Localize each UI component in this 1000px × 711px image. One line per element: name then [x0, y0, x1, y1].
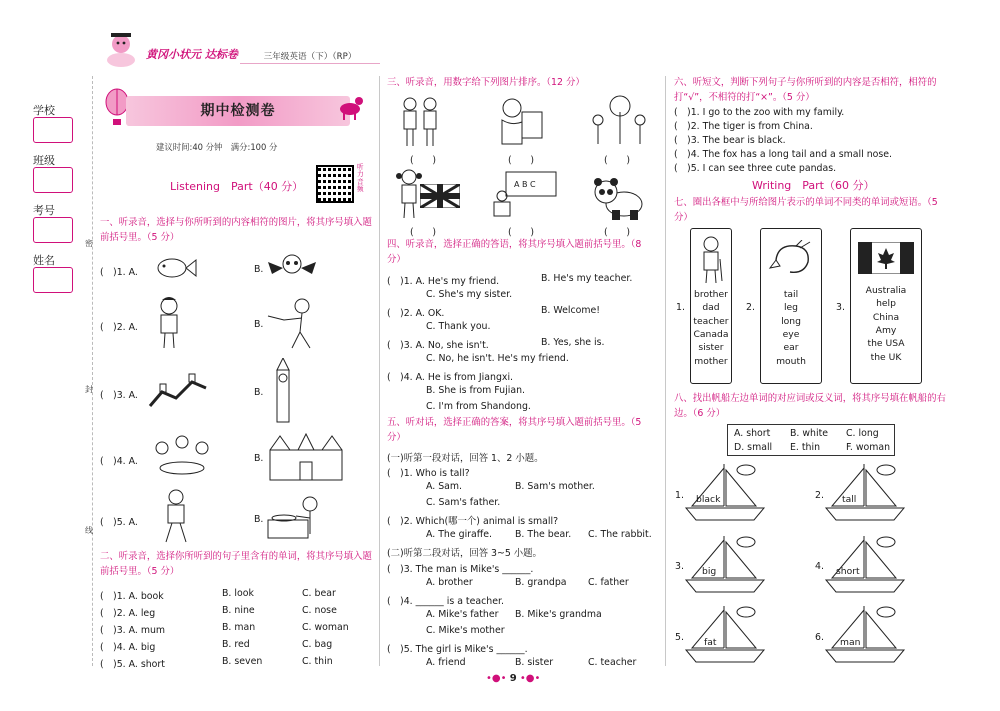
- page-title: 期中检测卷: [126, 96, 350, 126]
- s3-bracket-1: ( ): [410, 155, 437, 166]
- qr-code[interactable]: [316, 165, 354, 203]
- logo-text: 黄冈小状元 达标卷: [146, 48, 238, 61]
- s7-box-2: [760, 228, 822, 384]
- s2-r5-a: ( )5. A. short: [100, 659, 165, 670]
- family-dinner-icon: [150, 432, 214, 482]
- page-dots-left: •●•: [486, 673, 510, 684]
- s5-q2-b: B. The bear.: [515, 529, 572, 540]
- s5-q2-c: C. The rabbit.: [588, 529, 652, 540]
- boy-walking-icon: [158, 488, 194, 546]
- s1-q1-b: B.: [254, 264, 264, 275]
- class-field[interactable]: [33, 167, 73, 193]
- s4-q1-c: C. She's my sister.: [426, 289, 513, 300]
- s2-r2-a: ( )2. A. leg: [100, 608, 156, 619]
- s2-r2-b: B. nine: [222, 605, 255, 616]
- s1-q3-num: ( )3. A.: [100, 390, 138, 401]
- name-field[interactable]: [33, 267, 73, 293]
- seal-char-feng: 封: [85, 385, 93, 394]
- s7-box-1-word[interactable]: mother: [694, 355, 728, 367]
- s7-box-2-word[interactable]: long: [781, 315, 801, 327]
- s4-q2-a: ( )2. A. OK.: [387, 308, 445, 319]
- sailboat-icon: [680, 604, 770, 664]
- s5-q3: ( )3. The man is Mike's ______.: [387, 564, 534, 575]
- s4-q2-c: C. Thank you.: [426, 321, 491, 332]
- blackboard-icon: [492, 170, 558, 218]
- s7-box-3: [850, 228, 922, 384]
- s7-box-3-word[interactable]: help: [876, 298, 896, 310]
- canada-flag-icon: [851, 232, 921, 284]
- s7-box-2-word[interactable]: mouth: [776, 355, 806, 367]
- margin-divider: [92, 76, 93, 666]
- grandpa-icon: [691, 232, 731, 288]
- page-number: [486, 673, 540, 684]
- boat-6-word: man: [840, 637, 861, 648]
- s5-q2-a: A. The giraffe.: [426, 529, 492, 540]
- girl-cooking-icon: [264, 494, 330, 542]
- s5-q5-c: C. teacher: [588, 657, 637, 668]
- section-8-heading: 八、找出帆船左边单词的对应词或反义词，将其序号填在帆船的右边。（6 分）: [674, 393, 946, 419]
- section-3-heading: 三、听录音，用数字给下列图片排序。（12 分）: [387, 77, 585, 88]
- two-kids-icon: [396, 96, 444, 148]
- s6-q3: ( )3. The bear is black.: [674, 135, 786, 146]
- boat-5-num: 5.: [675, 632, 684, 643]
- s5-q5-b: B. sister: [515, 657, 554, 668]
- s3-bracket-3: ( ): [604, 155, 631, 166]
- s7-box-3-word[interactable]: the UK: [870, 351, 902, 363]
- fencer-icon: [264, 296, 324, 352]
- s8-opt-b: B. white: [790, 428, 829, 439]
- s5-q1-c: C. Sam's father.: [426, 497, 501, 508]
- boat-4-word: short: [836, 566, 860, 577]
- writing-part-title: Writing Part（60 分）: [752, 179, 875, 192]
- column-divider-1: [379, 76, 380, 666]
- s7-box-3-word[interactable]: Amy: [875, 325, 897, 337]
- s2-r1-b: B. look: [222, 588, 254, 599]
- page-dots-right: •●•: [516, 673, 541, 684]
- s2-r3-c: C. woman: [302, 622, 349, 633]
- exam-meta: 建议时间:40 分钟 满分:100 分: [156, 142, 278, 152]
- sailboat-icon: [680, 534, 770, 594]
- kids-planting-tree-icon: [586, 92, 652, 150]
- s1-q5-num: ( )5. A.: [100, 517, 138, 528]
- s2-r4-b: B. red: [222, 639, 250, 650]
- logo-mascot-icon: [98, 30, 144, 71]
- listening-part-title: Listening Part（40 分）: [170, 180, 304, 193]
- school-label: 学校: [33, 104, 55, 117]
- section-5-heading: 五、听对话，选择正确的答案，将其序号填入题前括号里。（5 分）: [387, 417, 642, 443]
- boat-2-word: tall: [842, 494, 857, 505]
- teacher-reading-icon: [492, 96, 548, 148]
- s5-q1: ( )1. Who is tall?: [387, 468, 470, 479]
- s8-opt-d: D. small: [734, 442, 773, 453]
- s6-q4: ( )4. The fox has a long tail and a small nose.: [674, 149, 893, 160]
- class-label: 班级: [33, 154, 55, 167]
- s5-q4-a: A. Mike's father: [426, 609, 499, 620]
- s7-box-1: [690, 228, 732, 384]
- s7-num-1: 1.: [676, 302, 685, 313]
- s2-r4-a: ( )4. A. big: [100, 642, 156, 653]
- s7-num-2: 2.: [746, 302, 755, 313]
- s5-sub2: (二)听第二段对话，回答 3~5 小题。: [387, 548, 542, 559]
- s8-opt-f: F. woman: [846, 442, 891, 453]
- s5-q3-c: C. father: [588, 577, 629, 588]
- s7-box-1-word[interactable]: Canada: [693, 329, 729, 341]
- s1-q5-b: B.: [254, 514, 264, 525]
- s2-r5-b: B. seven: [222, 656, 263, 667]
- sailboat-icon: [820, 462, 910, 522]
- s5-q4-b: B. Mike's grandma: [515, 609, 602, 620]
- s6-q1: ( )1. I go to the zoo with my family.: [674, 107, 845, 118]
- s5-q4-c: C. Mike's mother: [426, 625, 505, 636]
- s7-box-3-word[interactable]: the USA: [867, 338, 905, 350]
- school-field[interactable]: [33, 117, 73, 143]
- subject-label: 三年级英语（下）（RP）: [240, 50, 380, 64]
- s1-q2-num: ( )2. A.: [100, 322, 138, 333]
- s8-opt-a: A. short: [734, 428, 771, 439]
- s1-q4-b: B.: [254, 453, 264, 464]
- pony-icon: [335, 92, 365, 125]
- s5-sub1: (一)听第一段对话，回答 1、2 小题。: [387, 453, 544, 464]
- s4-q1-b: B. He's my teacher.: [541, 273, 633, 284]
- boat-1-word: black: [696, 494, 721, 505]
- s7-num-3: 3.: [836, 302, 845, 313]
- s5-q2: ( )2. Which(哪一个) animal is small?: [387, 516, 559, 527]
- s5-q1-b: B. Sam's mother.: [515, 481, 595, 492]
- s6-q5: ( )5. I can see three cute pandas.: [674, 163, 837, 174]
- s4-q4-c: C. I'm from Shandong.: [426, 401, 531, 412]
- s4-q2-b: B. Welcome!: [541, 305, 601, 316]
- s2-r3-b: B. man: [222, 622, 256, 633]
- seal-char-xian: 线: [85, 526, 93, 535]
- sailboat-icon: [680, 462, 770, 522]
- s2-r4-c: C. bag: [302, 639, 333, 650]
- s4-q4-a: ( )4. A. He is from Jiangxi.: [387, 372, 514, 383]
- s8-options-box: [727, 424, 895, 456]
- boat-1-num: 1.: [675, 490, 684, 501]
- s7-box-2-word[interactable]: eye: [782, 329, 800, 341]
- boat-2-num: 2.: [815, 490, 824, 501]
- s7-box-3-word[interactable]: China: [872, 311, 900, 323]
- page-number-value: 9: [509, 673, 517, 684]
- section-4-heading: 四、听录音，选择正确的答语，将其序号填入题前括号里。（8 分）: [387, 239, 642, 265]
- boat-4-num: 4.: [815, 561, 824, 572]
- s2-r1-a: ( )1. A. book: [100, 591, 164, 602]
- s1-q3-b: B.: [254, 387, 264, 398]
- s8-opt-e: E. thin: [790, 442, 821, 453]
- s7-box-2-word[interactable]: ear: [783, 342, 799, 354]
- s1-q1-num: ( )1. A.: [100, 267, 138, 278]
- uk-flag-icon: [420, 184, 460, 208]
- section-1-heading: 一、听录音，选择与你所听到的内容相符的图片，将其序号填入题前括号里。（5 分）: [100, 217, 372, 243]
- s2-r1-c: C. bear: [302, 588, 336, 599]
- s5-q5: ( )5. The girl is Mike's ______.: [387, 644, 528, 655]
- s4-q3-c: C. No, he isn't. He's my friend.: [426, 353, 569, 364]
- boat-6-num: 6.: [815, 632, 824, 643]
- s5-q3-b: B. grandpa: [515, 577, 567, 588]
- seal-char-mi: 密: [85, 239, 93, 248]
- sailboat-icon: [820, 604, 910, 664]
- s3-bracket-4: ( ): [410, 227, 437, 238]
- s7-box-1-word[interactable]: sister: [698, 342, 724, 354]
- s2-r2-c: C. nose: [302, 605, 337, 616]
- s7-box-2-word[interactable]: leg: [783, 302, 799, 314]
- s5-q3-a: A. brother: [426, 577, 473, 588]
- column-divider-2: [665, 76, 666, 666]
- s3-bracket-6: ( ): [604, 227, 631, 238]
- s1-q2-b: B.: [254, 319, 264, 330]
- section-2-heading: 二、听录音，选择你所听到的句子里含有的单词，将其序号填入题前括号里。（5 分）: [100, 551, 372, 577]
- s2-r5-c: C. thin: [302, 656, 333, 667]
- goldfish-icon: [152, 252, 198, 284]
- panda-icon: [590, 176, 652, 222]
- boat-3-word: big: [702, 566, 717, 577]
- exam-number-field[interactable]: [33, 217, 73, 243]
- s6-q2: ( )2. The tiger is from China.: [674, 121, 813, 132]
- s4-q4-b: B. She is from Fujian.: [426, 385, 525, 396]
- s7-box-1-word[interactable]: teacher: [693, 315, 729, 327]
- name-label: 姓名: [33, 254, 55, 267]
- s4-q3-a: ( )3. A. No, she isn't.: [387, 340, 489, 351]
- s8-opt-c: C. long: [846, 428, 879, 439]
- exam-number-label: 考号: [33, 204, 55, 217]
- great-wall-icon: [148, 368, 208, 412]
- s7-box-3-word[interactable]: Australia: [865, 285, 907, 296]
- s5-q5-a: A. friend: [426, 657, 466, 668]
- shrimp-icon: [761, 232, 821, 288]
- castle-icon: [264, 432, 348, 482]
- s3-bracket-5: ( ): [508, 227, 535, 238]
- sailboat-icon: [820, 534, 910, 594]
- boat-3-num: 3.: [675, 561, 684, 572]
- boat-5-word: fat: [704, 637, 717, 648]
- section-7-heading: 七、圈出各框中与所给图片表示的单词不同类的单词或短语。（5 分）: [674, 197, 938, 223]
- s4-q3-b: B. Yes, she is.: [541, 337, 605, 348]
- girl-schoolbag-icon: [152, 296, 186, 352]
- s4-q1-a: ( )1. A. He's my friend.: [387, 276, 500, 287]
- s7-box-2-word[interactable]: tail: [783, 289, 799, 300]
- panda-bat-icon: [264, 250, 320, 286]
- big-ben-icon: [272, 358, 294, 424]
- s7-box-1-word[interactable]: dad: [702, 302, 720, 314]
- section-6-heading: 六、听短文，判断下列句子与你所听到的内容是否相符，相符的打“√”，不相符的打“×”。（5 分）: [674, 77, 937, 103]
- blackboard-text: A B C: [514, 180, 536, 189]
- s3-bracket-2: ( ): [508, 155, 535, 166]
- s5-q4: ( )4. ______ is a teacher.: [387, 596, 504, 607]
- qr-note: 听力音频: [357, 163, 364, 193]
- s7-box-1-word[interactable]: brother: [694, 289, 728, 300]
- s5-q1-a: A. Sam.: [426, 481, 463, 492]
- s2-r3-a: ( )3. A. mum: [100, 625, 166, 636]
- s1-q4-num: ( )4. A.: [100, 456, 138, 467]
